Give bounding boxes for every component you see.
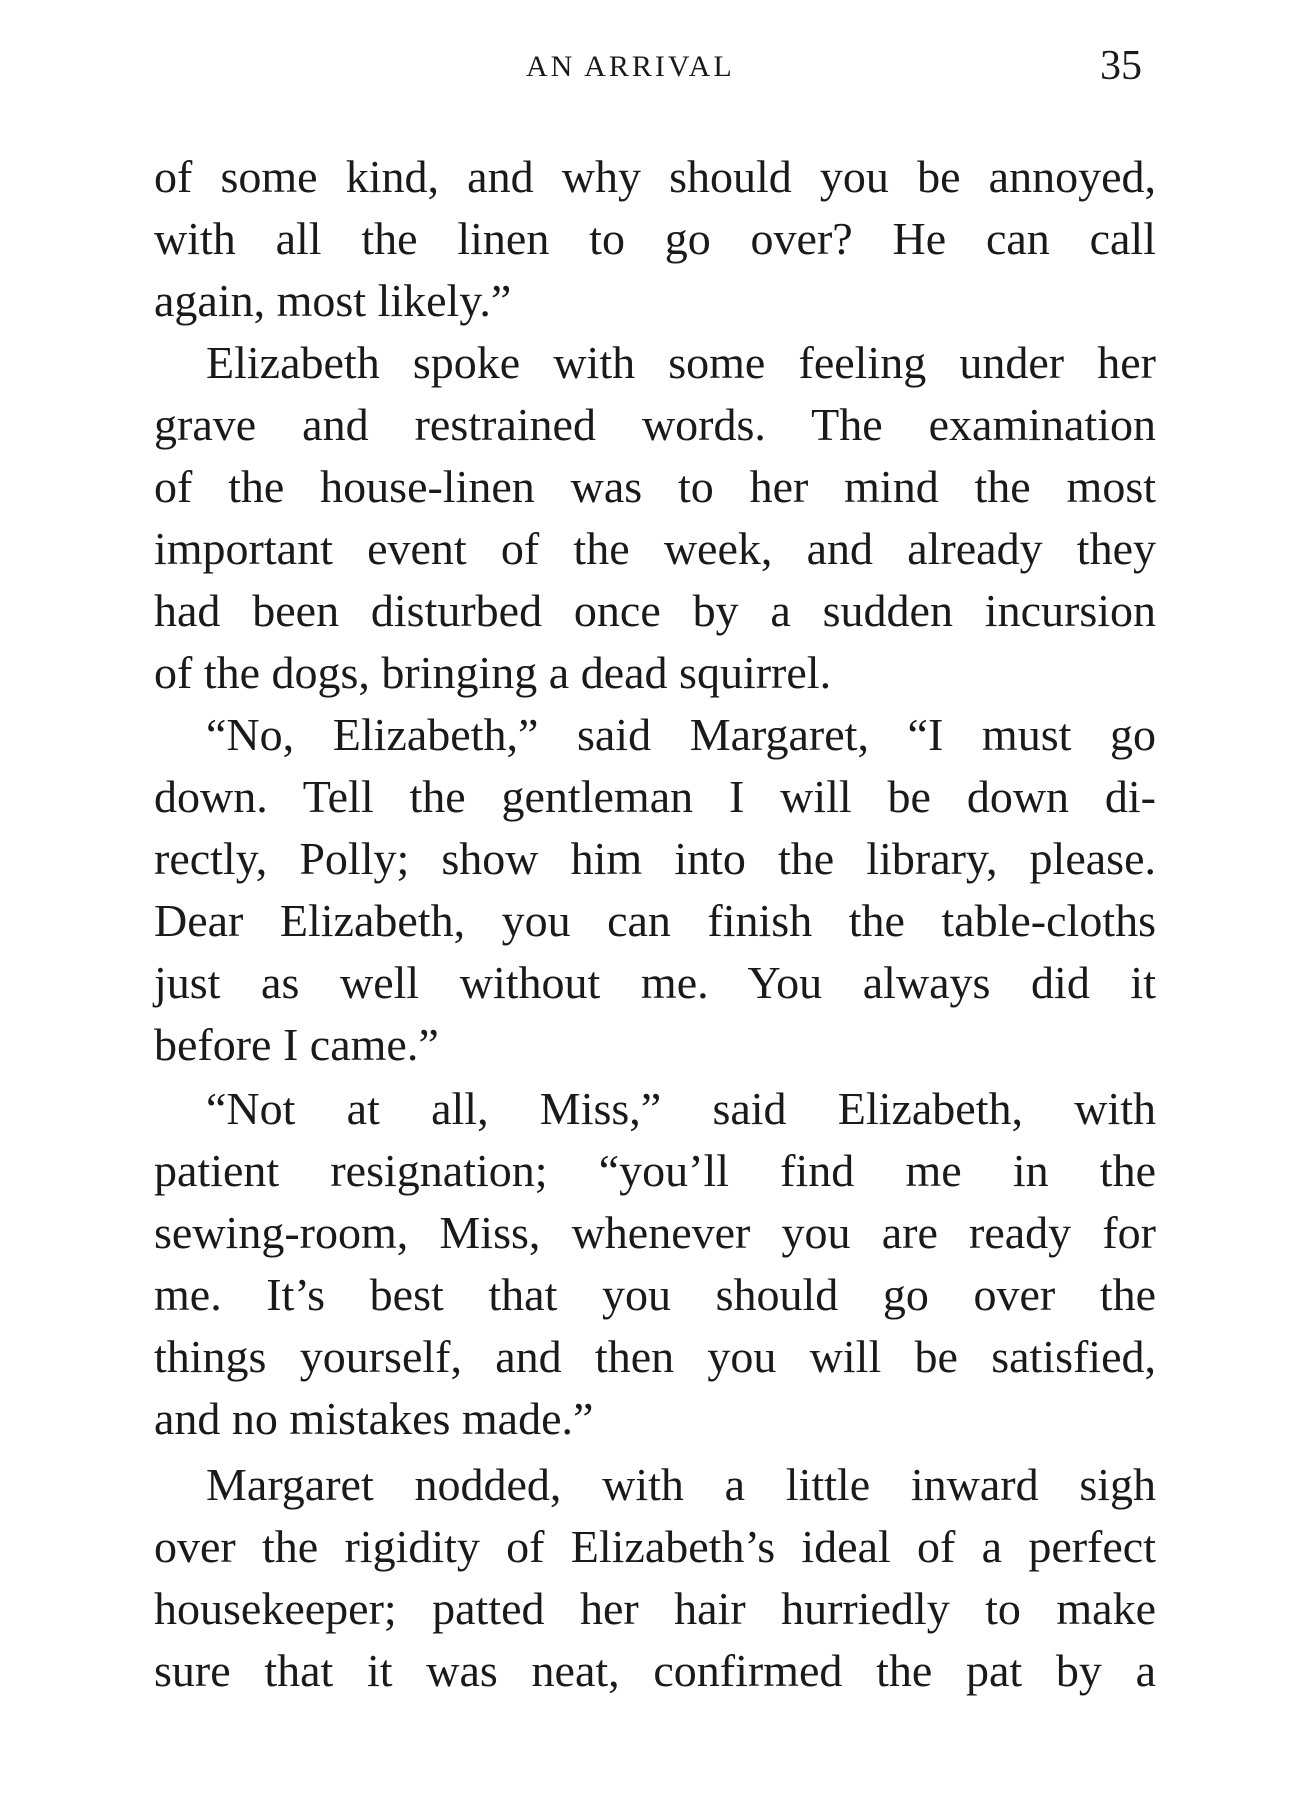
text-line: “Not at all, Miss,” said Elizabeth, with bbox=[206, 1083, 1156, 1134]
text-line: had been disturbed once by a sudden incursion bbox=[154, 585, 1156, 636]
text-line: over the rigidity of Elizabeth’s ideal of a perfect bbox=[154, 1521, 1156, 1572]
text-line: sewing-room, Miss, whenever you are ready for bbox=[154, 1207, 1156, 1258]
text-line: Margaret nodded, with a little inward sigh bbox=[206, 1459, 1156, 1510]
text-line: just as well without me. You always did it bbox=[154, 957, 1156, 1008]
text-line: with all the linen to go over? He can call bbox=[154, 213, 1156, 264]
text-line: sure that it was neat, confirmed the pat by a bbox=[154, 1645, 1156, 1696]
text-line: me. It’s best that you should go over the bbox=[154, 1269, 1156, 1320]
text-line: housekeeper; patted her hair hurriedly to make bbox=[154, 1583, 1156, 1634]
text-line: of some kind, and why should you be annoyed, bbox=[154, 151, 1156, 202]
text-line: Elizabeth spoke with some feeling under her bbox=[206, 337, 1156, 388]
text-line: and no mistakes made.” bbox=[154, 1393, 594, 1444]
text-line: of the dogs, bringing a dead squirrel. bbox=[154, 647, 832, 698]
text-line: “No, Elizabeth,” said Margaret, “I must go bbox=[206, 709, 1156, 760]
text-line: patient resignation; “you’ll find me in the bbox=[154, 1145, 1156, 1196]
text-line: things yourself, and then you will be satisfied, bbox=[154, 1331, 1156, 1382]
text-line: Dear Elizabeth, you can finish the table-cloths bbox=[154, 895, 1156, 946]
text-line: again, most likely.” bbox=[154, 275, 512, 326]
text-line: of the house-linen was to her mind the most bbox=[154, 461, 1156, 512]
text-line: down. Tell the gentleman I will be down di- bbox=[154, 771, 1156, 822]
running-title: AN ARRIVAL bbox=[526, 50, 735, 83]
text-line: rectly, Polly; show him into the library, please. bbox=[154, 833, 1156, 884]
text-line: grave and restrained words. The examination bbox=[154, 399, 1156, 450]
text-line: important event of the week, and already they bbox=[154, 523, 1156, 574]
text-line: before I came.” bbox=[154, 1019, 439, 1070]
page-number: 35 bbox=[1100, 43, 1142, 89]
